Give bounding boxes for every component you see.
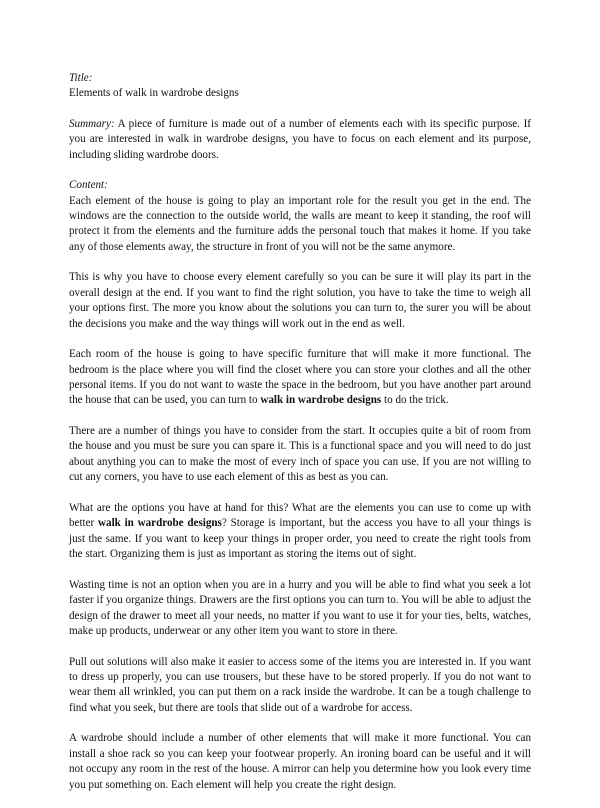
content-paragraph-6: Wasting time is not an option when you are in a hurry and you will be able to find what you seek a lot faster if you organize things. Drawers are the first options you can turn to. You will be able to adjust the design of the drawer to meet all your needs, no matter if you want to use it for your ties, belts, watches, make up products, underwear or any other item you want to store in there. [69,578,531,637]
paragraph-text: ? Storage is important, but the access you have to all your things is just the same. If you want to keep your things in proper order, you need to create the right tools from the start. Organizing them is just as important as storing the items out of sight. [69,517,532,561]
document-title: Elements of walk in wardrobe designs [69,87,239,100]
content-paragraph-4: There are a number of things you have to consider from the start. It occupies quite a bit of room from the house and you must be sure you can spare it. This is a functional space and you will need to do just about anything you can to make the most of every inch of space you can use. If you are not willing to cut any corners, you have to use each element of this as best as you can. [69,425,531,484]
summary-text: A piece of furniture is made out of a number of elements each with its specific purpose. If you are interested in walk in wardrobe designs, you have to focus on each element and its purpose, including sliding wardrobe doors. [69,117,531,161]
title-label: Title: [69,72,93,84]
summary-paragraph [69,117,531,163]
content-paragraph-1: Each element of the house is going to play an important role for the result you get in the end. The windows are the connection to the outside world, the walls are meant to keep it standing, the roof will protect it from the elements and the furniture adds the personal touch that makes it home. If you take any of those elements away, the structure in front of you will not be the same anymore. [69,194,531,253]
summary-label: Summary: [69,117,115,130]
paragraph-text: Each room of the house is going to have specific furniture that will make it more functional. The bedroom is the place where you will find the closet where you can store your clothes and all the other personal items. If you do not want to waste the space in the bedroom, but you have another part around the house that can be used, you can turn to [69,348,531,407]
paragraph-text: What are the options you have at hand for this? What are the elements you can use to come up with better [69,501,531,530]
content-paragraph-8: A wardrobe should include a number of other elements that will make it more functional. You can install a shoe rack so you can keep your footwear properly. An ironing board can be useful and it will not occupy any room in the rest of the house. A mirror can help you determine how you look every time you put something on. Each element will help you create the right design. [69,732,531,791]
content-paragraph-7: Pull out solutions will also make it easier to access some of the items you are interested in. If you want to dress up properly, you can use trousers, but these have to be stored properly. If you do not want to wear them all wrinkled, you can put them on a rack inside the wardrobe. It can be a tough challenge to find what you seek, but there are tools that slide out of a wardrobe for access. [69,655,531,714]
keyword-link-text: walk in wardrobe designs [98,517,222,530]
keyword-link-text: walk in wardrobe designs [260,394,382,407]
content-label: Content: [69,179,108,192]
spacer [69,102,531,117]
paragraph-text: to do the trick. [381,394,449,407]
content-paragraph-3 [69,347,531,409]
document-body [69,71,531,808]
content-paragraph-2: This is why you have to choose every element carefully so you can be sure it will play its part in the overall design at the end. If you want to find the right solution, you have to take the time to weigh all your options first. The more you know about the solutions you can turn to, the surer you will be about the decisions you make and the way things will work out in the end as well. [69,271,531,330]
content-paragraph-5 [69,501,531,563]
